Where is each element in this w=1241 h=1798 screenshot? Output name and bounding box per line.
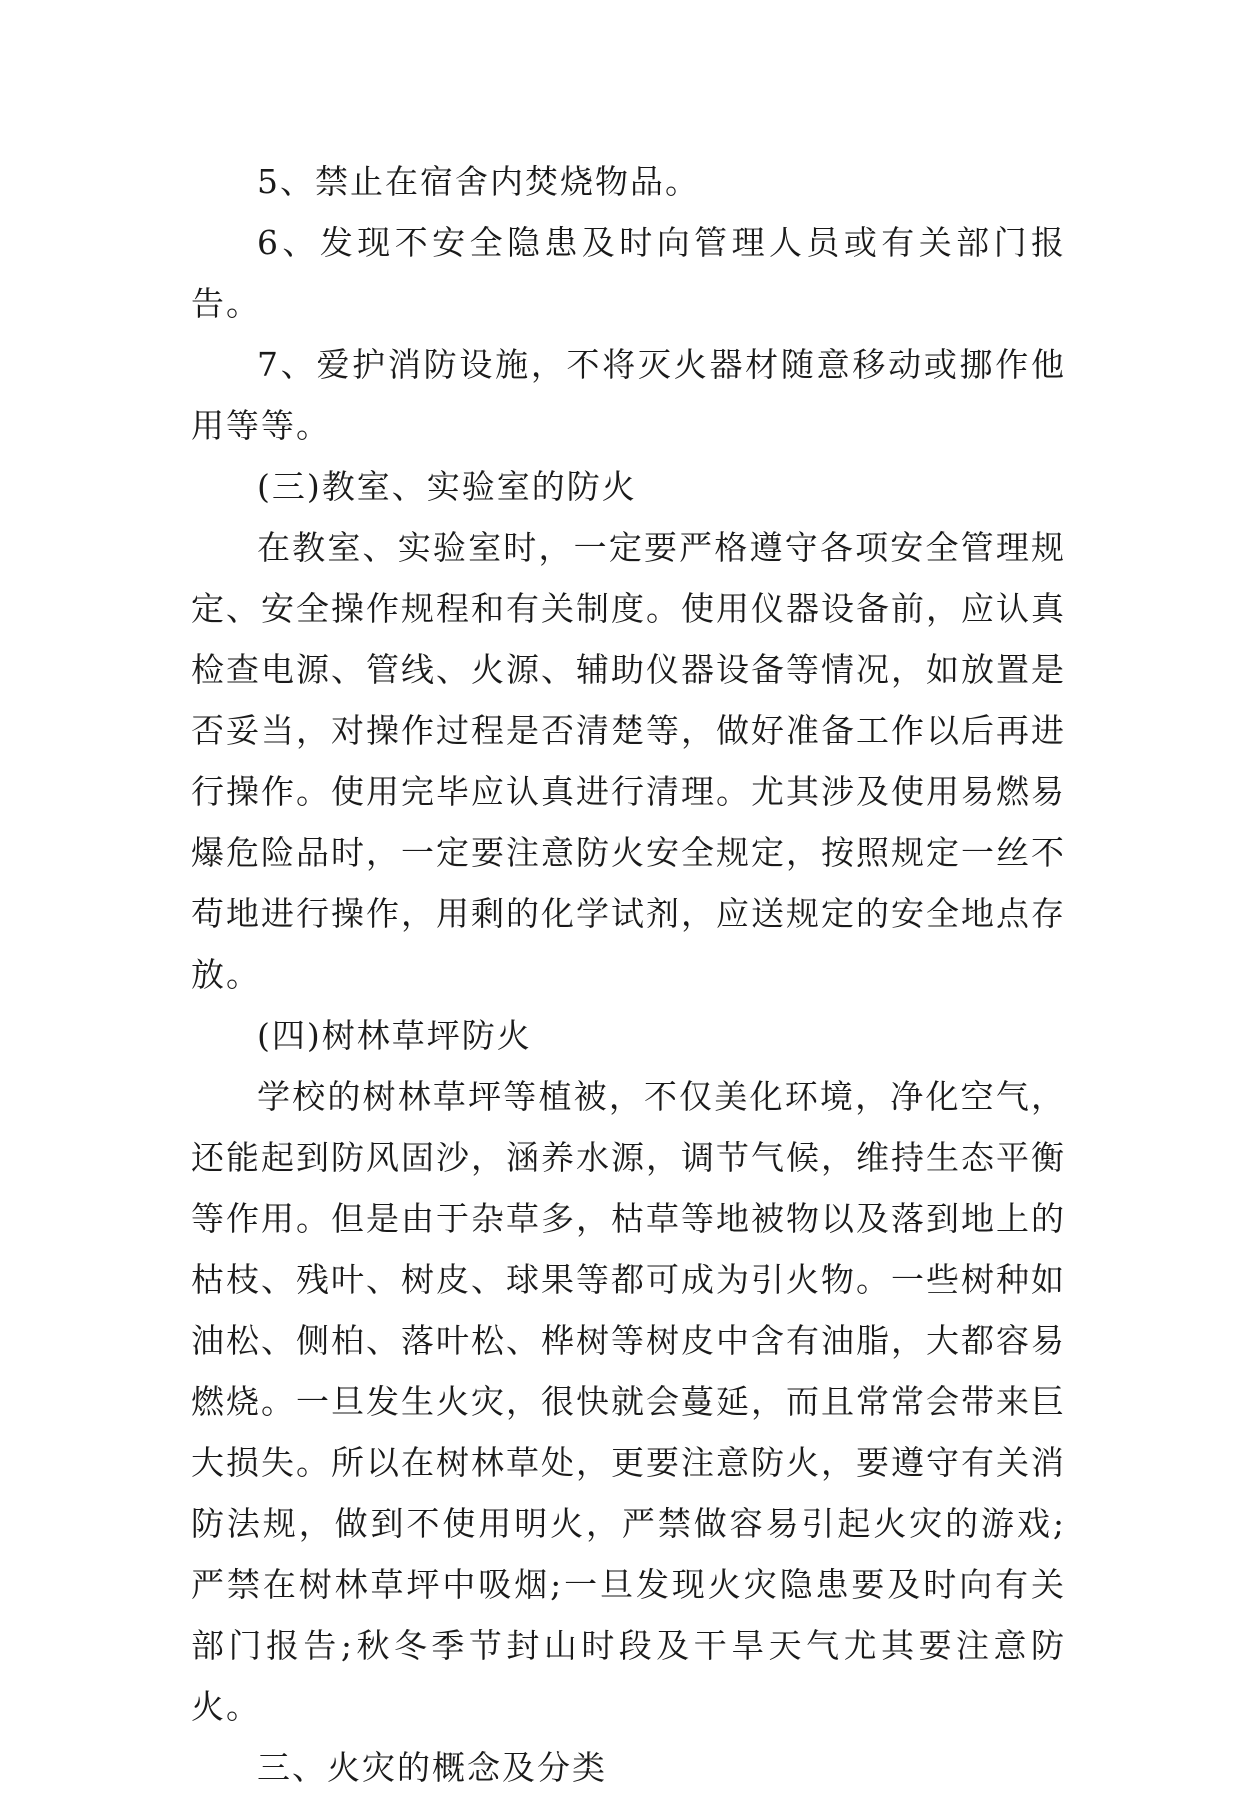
paragraph-woods-lawn: 学校的树林草坪等植被，不仅美化环境，净化空气，还能起到防风固沙，涵养水源，调节气候，维持生态平衡等作用。但是由于杂草多，枯草等地被物以及落到地上的枯枝、残叶、树皮、球果等都可成为引火物。一些树种如油松、侧柏、落叶松、桦树等树皮中含有油脂，大都容易燃烧。一旦发生火灾，很快就会蔓延，而且常常会带来巨大损失。所以在树林草处，更要注意防火，要遵守有关消防法规，做到不使用明火，严禁做容易引起火灾的游戏;严禁在树林草坪中吸烟;一旦发现火灾隐患要及时向有关部门报告;秋冬季节封山时段及干旱天气尤其要注意防火。 xyxy=(191,1077,1066,1726)
list-item-5: 5、禁止在宿舍内焚烧物品。 xyxy=(257,162,700,201)
section-heading-woods-lawn: (四)树林草坪防火 xyxy=(257,1016,532,1055)
list-item-6: 6、发现不安全隐患及时向管理人员或有关部门报告。 xyxy=(191,223,1066,323)
document-body xyxy=(191,151,1066,1798)
paragraph-classroom-lab: 在教室、实验室时，一定要严格遵守各项安全管理规定、安全操作规程和有关制度。使用仪器设备前，应认真检查电源、管线、火源、辅助仪器设备等情况，如放置是否妥当，对操作过程是否清楚等，做好准备工作以后再进行操作。使用完毕应认真进行清理。尤其涉及使用易燃易爆危险品时，一定要注意防火安全规定，按照规定一丝不苟地进行操作，用剩的化学试剂，应送规定的安全地点存放。 xyxy=(191,528,1066,994)
section-heading-fire-concept: 三、火灾的概念及分类 xyxy=(257,1748,607,1787)
section-heading-classroom-lab: (三)教室、实验室的防火 xyxy=(257,467,637,506)
list-item-7: 7、爱护消防设施，不将灭火器材随意移动或挪作他用等等。 xyxy=(191,345,1066,445)
